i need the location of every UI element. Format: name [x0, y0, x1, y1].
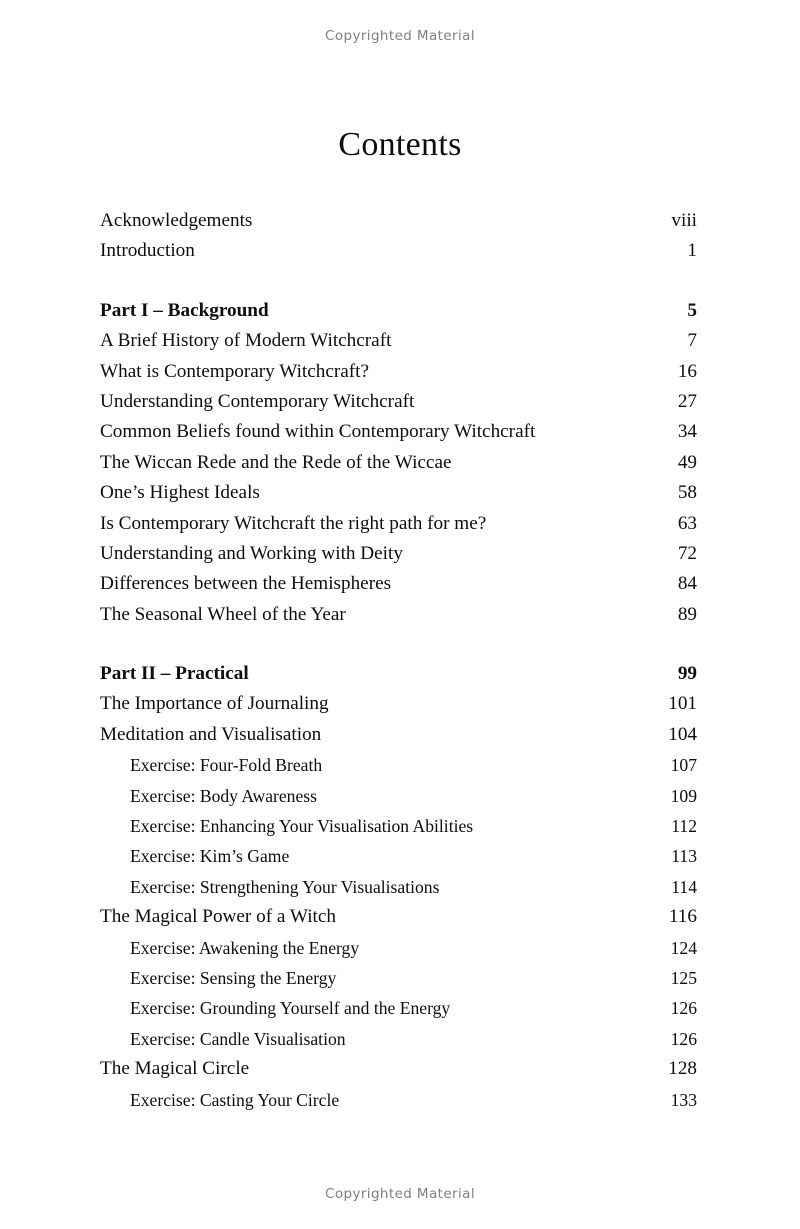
toc-entry-title: Exercise: Enhancing Your Visualisation Abilities [130, 816, 474, 837]
toc-entry-title: The Magical Power of a Witch [100, 906, 336, 928]
toc-entry-page-number: 101 [668, 693, 697, 715]
page-title: Contents [338, 125, 462, 163]
toc-entry-title: The Seasonal Wheel of the Year [100, 603, 346, 625]
toc-entry-title: The Wiccan Rede and the Rede of the Wiccae [100, 451, 452, 473]
toc-entry-title: Exercise: Body Awareness [130, 785, 317, 806]
toc-entry[interactable] [100, 236, 697, 266]
toc-entry-title: Introduction [100, 240, 195, 262]
toc-entry-title: Common Beliefs found within Contemporary Witchcraft [100, 421, 536, 443]
toc-entry[interactable] [100, 417, 697, 447]
toc-entry-title: The Magical Circle [100, 1058, 250, 1080]
toc-entry-page-number: 116 [668, 906, 697, 928]
toc-entry-page-number: 114 [671, 876, 697, 897]
toc-entry-page-number: 5 [687, 299, 697, 321]
toc-entry-page-number: 109 [670, 785, 697, 806]
toc-entry-page-number: 84 [677, 573, 697, 595]
toc-entry-title: Exercise: Strengthening Your Visualisations [130, 876, 440, 897]
toc-entry[interactable] [100, 689, 697, 719]
toc-entry-title: Part II – Practical [100, 663, 249, 685]
toc-entry-title: One’s Highest Ideals [100, 482, 260, 504]
toc-entry[interactable] [100, 1085, 697, 1115]
toc-entry-title: Exercise: Sensing the Energy [130, 967, 337, 988]
toc-entry-title: Exercise: Candle Visualisation [130, 1028, 346, 1049]
toc-entry-title: What is Contemporary Witchcraft? [100, 360, 369, 382]
toc-entry-page-number: 58 [677, 482, 697, 504]
toc-entry-page-number: 126 [670, 1028, 697, 1049]
toc-entry[interactable] [100, 933, 697, 963]
toc-entry[interactable] [100, 569, 697, 599]
toc-entry-page-number: 125 [670, 967, 697, 988]
toc-entry[interactable] [100, 902, 697, 932]
toc-entry[interactable] [100, 509, 697, 539]
toc-entry[interactable] [100, 781, 697, 811]
toc-entry-page-number: 112 [671, 816, 697, 837]
toc-entry[interactable] [100, 993, 697, 1023]
table-of-contents [100, 206, 697, 1115]
toc-entry-page-number: 99 [677, 663, 697, 685]
toc-entry-page-number: 72 [677, 542, 697, 564]
toc-entry[interactable] [100, 539, 697, 569]
toc-entry-page-number: 7 [687, 330, 697, 352]
toc-entry[interactable] [100, 326, 697, 356]
toc-entry-title: Exercise: Casting Your Circle [130, 1089, 340, 1110]
toc-entry-title: Exercise: Four-Fold Breath [130, 755, 323, 776]
toc-entry-page-number: 63 [677, 512, 697, 534]
toc-entry[interactable] [100, 872, 697, 902]
toc-entry[interactable] [100, 1054, 697, 1084]
copyright-watermark-bottom: Copyrighted Material [325, 1186, 475, 1202]
toc-entry-page-number: 34 [677, 421, 697, 443]
toc-entry[interactable] [100, 206, 697, 236]
toc-entry-page-number: 16 [677, 360, 697, 382]
toc-entry-title: Is Contemporary Witchcraft the right path for me? [100, 512, 487, 534]
toc-entry[interactable] [100, 387, 697, 417]
toc-entry-title: Meditation and Visualisation [100, 723, 322, 745]
toc-entry-page-number: viii [671, 210, 697, 231]
toc-entry-page-number: 89 [677, 603, 697, 625]
toc-entry-title: Differences between the Hemispheres [100, 573, 392, 595]
toc-entry[interactable] [100, 357, 697, 387]
toc-entry-page-number: 1 [687, 240, 697, 262]
toc-entry-title: Understanding Contemporary Witchcraft [100, 390, 415, 412]
toc-entry-page-number: 133 [670, 1089, 697, 1110]
toc-entry-page-number: 126 [670, 998, 697, 1019]
toc-entry[interactable] [100, 478, 697, 508]
toc-entry-page-number: 27 [677, 390, 697, 412]
toc-entry-title: A Brief History of Modern Witchcraft [100, 330, 392, 352]
toc-entry[interactable] [100, 600, 697, 630]
toc-entry-title: Exercise: Kim’s Game [130, 846, 290, 867]
toc-entry-page-number: 104 [668, 723, 697, 745]
copyright-watermark-top: Copyrighted Material [325, 28, 475, 44]
toc-entry-title: Part I – Background [100, 299, 269, 321]
toc-entry-page-number: 49 [677, 451, 697, 473]
toc-entry-page-number: 107 [670, 755, 697, 776]
toc-entry[interactable] [100, 720, 697, 750]
toc-entry-page-number: 113 [671, 846, 697, 867]
toc-entry[interactable] [100, 1024, 697, 1054]
toc-entry[interactable] [100, 448, 697, 478]
toc-entry-title: The Importance of Journaling [100, 693, 329, 715]
toc-entry-page-number: 128 [668, 1058, 697, 1080]
toc-entry[interactable] [100, 811, 697, 841]
toc-entry-page-number: 124 [670, 937, 697, 958]
toc-part-heading[interactable] [100, 659, 697, 689]
toc-entry[interactable] [100, 750, 697, 780]
toc-entry[interactable] [100, 963, 697, 993]
toc-entry[interactable] [100, 841, 697, 871]
toc-entry-title: Understanding and Working with Deity [100, 542, 403, 564]
toc-entry-title: Acknowledgements [100, 210, 253, 231]
toc-part-heading[interactable] [100, 296, 697, 326]
toc-entry-title: Exercise: Awakening the Energy [130, 937, 360, 958]
toc-entry-title: Exercise: Grounding Yourself and the Energy [130, 998, 451, 1019]
